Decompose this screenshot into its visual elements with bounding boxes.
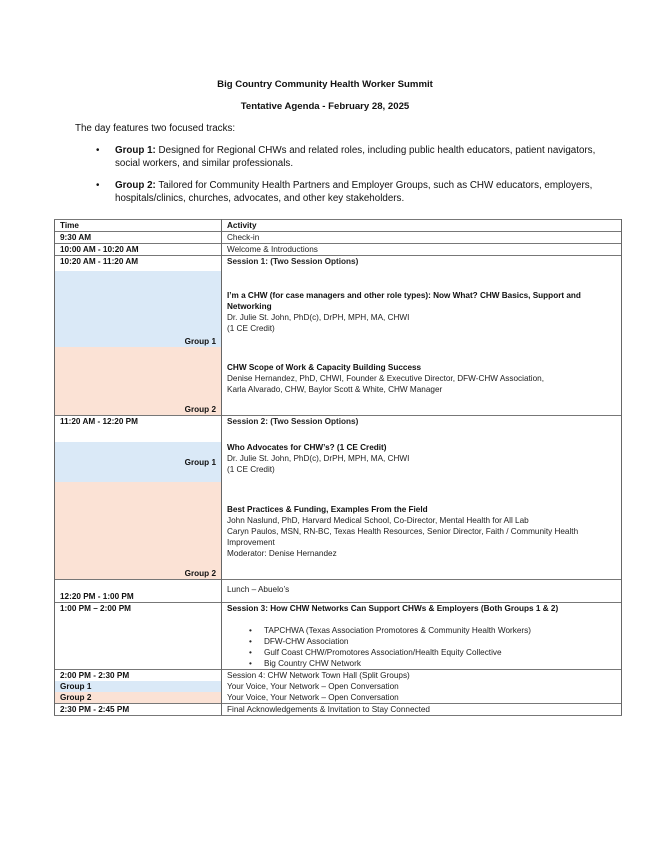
- table-row-session2: [55, 416, 622, 443]
- table-row-checkin: [55, 232, 622, 244]
- ce-credit: (1 CE Credit): [227, 324, 275, 333]
- talk-title: Best Practices & Funding, Examples From the Field: [227, 505, 428, 514]
- ce-credit: (1 CE Credit): [227, 465, 275, 474]
- session2-group1-cell: [222, 442, 622, 482]
- speaker: Denise Hernandez, PhD, CHWI, Founder & Executive Director, DFW-CHW Association,: [227, 374, 544, 383]
- table-header-row: [55, 220, 622, 232]
- time-cell: 2:30 PM - 2:45 PM: [55, 704, 222, 716]
- time-cell: 12:20 PM - 1:00 PM: [55, 580, 222, 603]
- table-row-session1-group2: [55, 347, 622, 416]
- session-title: Session 1: (Two Session Options): [222, 256, 622, 272]
- time-cell: 1:00 PM – 2:00 PM: [55, 603, 222, 670]
- table-row-session1-group1: [55, 271, 622, 347]
- track-list: [96, 144, 596, 214]
- document-subtitle: Tentative Agenda - February 28, 2025: [240, 101, 410, 112]
- activity-cell: Welcome & Introductions: [222, 244, 622, 256]
- table-row-session2-group2: [55, 482, 622, 580]
- track-group-1: [96, 144, 596, 170]
- track-description: Tailored for Community Health Partners and Employer Groups, such as CHW educators, employers, hospitals/clinics, churches, advocates, and other key stakeholders.: [115, 180, 593, 204]
- table-row-welcome: [55, 244, 622, 256]
- network-item: • DFW-CHW Association: [249, 636, 616, 647]
- session-title: Session 3: How CHW Networks Can Support CHWs & Employers (Both Groups 1 & 2): [227, 604, 559, 613]
- header-time: Time: [55, 220, 222, 232]
- session1-group2-cell: [222, 347, 622, 416]
- talk-title: Who Advocates for CHW’s? (1 CE Credit): [227, 443, 387, 452]
- table-row-session1: [55, 256, 622, 272]
- activity-cell: Lunch – Abuelo’s: [222, 580, 622, 603]
- activity-cell: Your Voice, Your Network – Open Conversation: [222, 692, 622, 704]
- speaker: Dr. Julie St. John, PhD(c), DrPH, MPH, MA, CHWI: [227, 313, 410, 322]
- time-cell: 10:00 AM - 10:20 AM: [55, 244, 222, 256]
- activity-cell: Session 4: CHW Network Town Hall (Split Groups): [222, 670, 622, 682]
- time-cell: 2:00 PM - 2:30 PM: [55, 670, 222, 682]
- time-cell: 10:20 AM - 11:20 AM: [55, 256, 222, 272]
- group-label-text: Group 1: [184, 457, 216, 467]
- talk-title: I’m a CHW (for case managers and other role types): Now What? CHW Basics, Support and Networking: [227, 291, 581, 311]
- session3-cell: [222, 603, 622, 670]
- track-group-2: [96, 179, 596, 205]
- speaker: John Naslund, PhD, Harvard Medical School, Co-Director, Mental Health for All Lab: [227, 516, 529, 525]
- group2-label: Group 2: [55, 482, 222, 580]
- talk-title: CHW Scope of Work & Capacity Building Success: [227, 363, 422, 372]
- track-label: Group 2:: [115, 180, 156, 191]
- network-item: • TAPCHWA (Texas Association Promotores & Community Health Workers): [249, 625, 616, 636]
- session1-group1-cell: [222, 271, 622, 347]
- header-activity: Activity: [222, 220, 622, 232]
- activity-cell: Final Acknowledgements & Invitation to Stay Connected: [222, 704, 622, 716]
- session-title: Session 2: (Two Session Options): [222, 416, 622, 443]
- table-row-closing: [55, 704, 622, 716]
- intro-text: The day features two focused tracks:: [75, 123, 236, 134]
- table-row-session4: [55, 670, 622, 682]
- table-row-session2-group1: [55, 442, 622, 482]
- session2-group2-cell: [222, 482, 622, 580]
- table-row-session4-group1: [55, 681, 622, 692]
- group2-label: Group 2: [55, 347, 222, 416]
- time-cell: 11:20 AM - 12:20 PM: [55, 416, 222, 443]
- group1-label: Group 1: [55, 271, 222, 347]
- activity-cell: Check-in: [222, 232, 622, 244]
- network-list: [227, 625, 616, 669]
- table-row-session3: [55, 603, 622, 670]
- group1-label: [55, 442, 222, 482]
- moderator: Moderator: Denise Hernandez: [227, 549, 337, 558]
- speaker: Dr. Julie St. John, PhD(c), DrPH, MPH, MA, CHWI: [227, 454, 410, 463]
- speaker: Karla Alvarado, CHW, Baylor Scott & White, CHW Manager: [227, 385, 443, 394]
- network-item: • Gulf Coast CHW/Promotores Association/Health Equity Collective: [249, 647, 616, 658]
- network-item: • Big Country CHW Network: [249, 658, 616, 669]
- group1-label: Group 1: [55, 681, 222, 692]
- table-row-session4-group2: [55, 692, 622, 704]
- track-description: Designed for Regional CHWs and related roles, including public health educators, patient navigators, social workers, and similar professionals.: [115, 145, 596, 169]
- document-title: Big Country Community Health Worker Summit: [217, 79, 433, 90]
- group2-label: Group 2: [55, 692, 222, 704]
- speaker: Caryn Paulos, MSN, RN-BC, Texas Health Resources, Senior Director, Faith / Community Health Improvement: [227, 527, 579, 547]
- activity-cell: Your Voice, Your Network – Open Conversation: [222, 681, 622, 692]
- track-label: Group 1:: [115, 145, 156, 156]
- table-row-lunch: [55, 580, 622, 603]
- agenda-table: [54, 219, 622, 716]
- time-cell: 9:30 AM: [55, 232, 222, 244]
